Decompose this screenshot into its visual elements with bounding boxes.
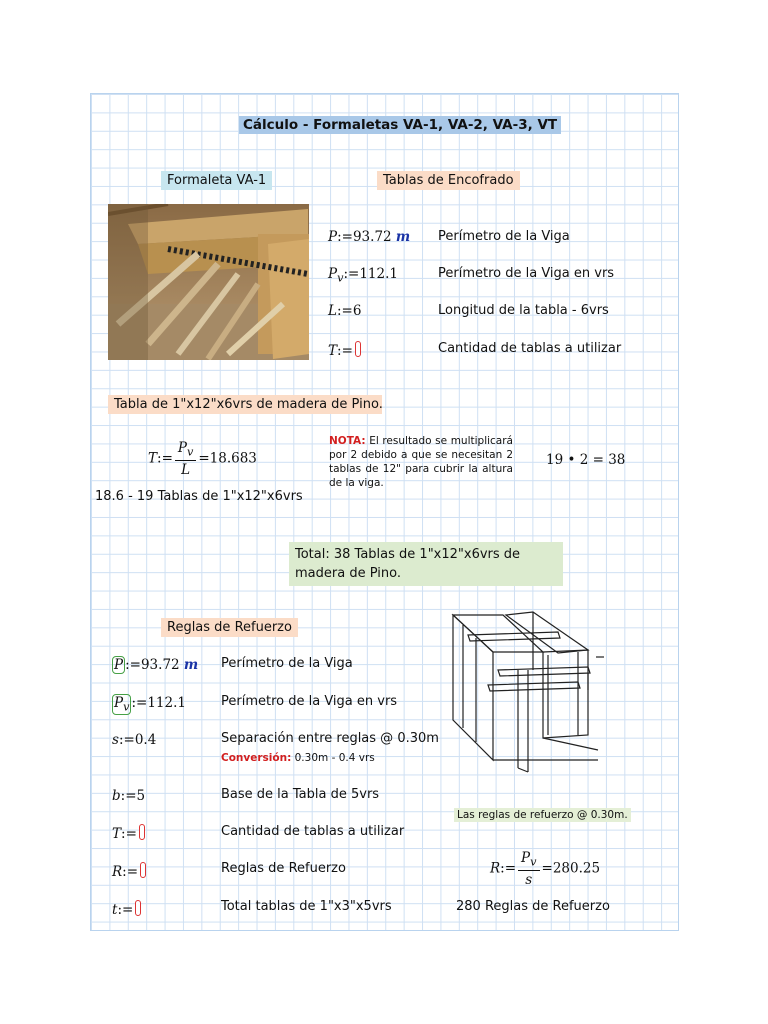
- l-definition[interactable]: L:=6: [328, 303, 362, 319]
- t-formula[interactable]: T:= $\frac{P_v}{L}$ =18.683: [148, 440, 257, 478]
- formwork-photo: [108, 204, 309, 360]
- reglas-result: 280 Reglas de Refuerzo: [456, 899, 610, 914]
- formaleta-label: Formaleta VA-1: [161, 171, 272, 190]
- empty-placeholder[interactable]: [135, 900, 141, 916]
- product-result: 19 • 2 = 38: [546, 452, 626, 468]
- rounding-text: 18.6 - 19 Tablas de 1"x12"x6vrs: [95, 489, 303, 504]
- pv-definition[interactable]: $P_v:=112.1$: [328, 266, 398, 285]
- s-definition[interactable]: s:=0.4: [112, 732, 157, 748]
- b-description: Base de la Tabla de 5vrs: [221, 787, 380, 802]
- highlight-box: P: [114, 657, 124, 673]
- pv-reglas-definition[interactable]: $P_v$ :=112.1: [114, 695, 186, 714]
- empty-placeholder[interactable]: [355, 341, 361, 357]
- s-description: Separación entre reglas @ 0.30m: [221, 731, 439, 746]
- t-definition[interactable]: T:=: [328, 341, 361, 359]
- p-reglas-description: Perímetro de la Viga: [221, 656, 353, 671]
- nota-label: NOTA:: [329, 435, 366, 447]
- p-reglas-definition[interactable]: P :=93.72 m: [114, 657, 199, 673]
- beam-diagram: [448, 610, 606, 782]
- b-definition[interactable]: b:=5: [112, 788, 146, 804]
- r-description: Reglas de Refuerzo: [221, 861, 346, 876]
- pv-reglas-description: Perímetro de la Viga en vrs: [221, 694, 398, 709]
- tablas-encofrado-label: Tablas de Encofrado: [377, 171, 520, 190]
- nota-text: NOTA: El resultado se multiplicará por 2 debido a que se necesitan 2 tablas de 12" para cubrir la altura de la viga.: [329, 435, 513, 489]
- t-total-description: Total tablas de 1"x3"x5vrs: [221, 899, 392, 914]
- p-description: Perímetro de la Viga: [438, 229, 570, 244]
- t-reglas-definition[interactable]: T:=: [112, 824, 145, 842]
- r-formula[interactable]: R:= $\frac{P_v}{s}$ =280.25: [490, 850, 601, 888]
- total-box: Total: 38 Tablas de 1"x12"x6vrs de madera de Pino.: [289, 542, 563, 586]
- highlight-box: $P_v$: [114, 695, 130, 714]
- p-definition[interactable]: P:=93.72 m: [328, 229, 411, 245]
- diagram-caption: Las reglas de refuerzo @ 0.30m.: [454, 808, 631, 822]
- empty-placeholder[interactable]: [140, 862, 146, 878]
- page-title: Cálculo - Formaletas VA-1, VA-2, VA-3, VT: [239, 116, 561, 134]
- conversion-text: Conversión: 0.30m - 0.4 vrs: [221, 752, 375, 764]
- empty-placeholder[interactable]: [139, 824, 145, 840]
- tabla-heading: Tabla de 1"x12"x6vrs de madera de Pino.: [108, 395, 382, 414]
- t-reglas-description: Cantidad de tablas a utilizar: [221, 824, 405, 839]
- r-definition[interactable]: R:=: [112, 862, 146, 880]
- pv-description: Perímetro de la Viga en vrs: [438, 266, 615, 281]
- l-description: Longitud de la tabla - 6vrs: [438, 303, 609, 318]
- t-description: Cantidad de tablas a utilizar: [438, 341, 622, 356]
- t-total-definition[interactable]: t:=: [112, 900, 141, 918]
- reglas-heading: Reglas de Refuerzo: [161, 618, 298, 637]
